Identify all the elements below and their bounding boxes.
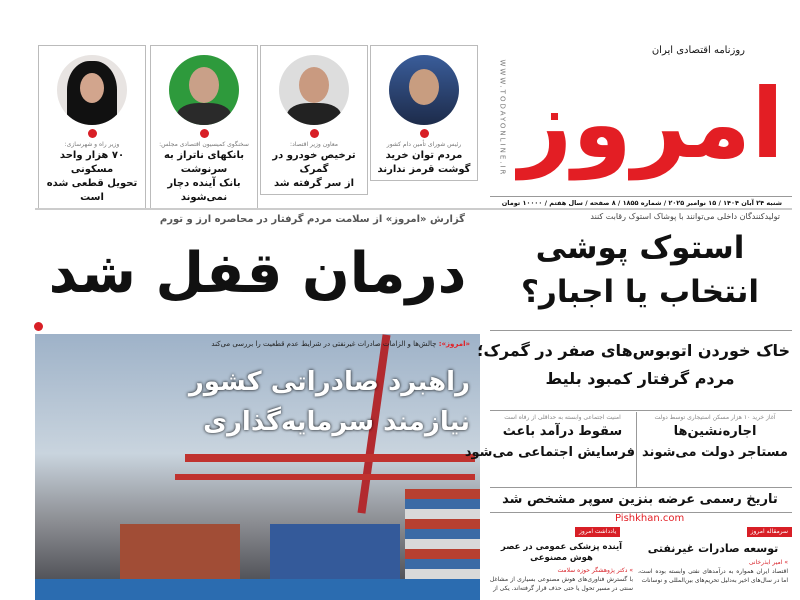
card-title: از سر گرفته شد	[273, 178, 355, 189]
profile-card[interactable]	[370, 45, 478, 181]
card-title: گوشت قرمز ندارند	[377, 164, 471, 175]
profile-card[interactable]	[38, 45, 146, 209]
section-tag: یادداشت امروز	[575, 527, 620, 537]
card-caption: رئیس شورای تأمین دام کشور	[386, 141, 462, 148]
profile-card[interactable]	[260, 45, 368, 195]
editorial[interactable]: توسعه صادرات غیرنفتی » امیر ابذرخانی اقتصاد ایران همواره به درآمدهای نفتی وابسته بوده است، اما در سال‌های اخیر به‌دلیل تحریم‌های بین‌المللی و نوسانات	[638, 542, 788, 584]
photo-title: راهبرد صادراتی کشور نیازمند سرمایه‌گذاری	[188, 367, 470, 437]
profile-card[interactable]	[150, 45, 258, 209]
card-title: بانکهای ناتراز به سرنوشت	[163, 150, 245, 175]
story-4[interactable]: امنیت اجتماعی وابسته به حداقلی از رفاه است سقوط درآمد باعث فرسایش اجتماعی می‌شود	[464, 414, 635, 460]
card-caption: سخنگوی کمیسیون اقتصادی مجلس:	[159, 141, 249, 148]
main-headline: درمان قفل شد	[48, 241, 467, 306]
page-marker-icon	[420, 129, 429, 138]
lead-kicker: تولیدکنندگان داخلی می‌توانند با پوشاک استوک رقابت کنند	[590, 212, 780, 221]
page-marker-icon	[200, 129, 209, 138]
portrait-photo	[57, 55, 127, 125]
card-caption: وزیر راه و شهرسازی:	[64, 141, 120, 148]
lead-headline: استوک پوشی انتخاب یا اجبار؟	[520, 230, 759, 310]
watermark: Pishkhan.com	[615, 513, 685, 524]
card-title: بانک آینده دچار نمی‌شوند	[167, 178, 241, 203]
story-5[interactable]: تاریخ رسمی عرضه بنزین سوپر مشخص شد	[502, 492, 778, 507]
story-3[interactable]: آغاز خرید ۱۰ هزار مسکن استیجاری توسط دولت اجاره‌نشین‌ها مستاجر دولت می‌شوند	[642, 414, 788, 460]
portrait-photo	[279, 55, 349, 125]
tagline: روزنامه اقتصادی ایران	[651, 45, 745, 56]
main-kicker: گزارش «امروز» از سلامت مردم گرفتار در محاصره ارز و تورم	[159, 214, 465, 225]
page-marker-icon	[88, 129, 97, 138]
portrait-photo	[389, 55, 459, 125]
website-url: WWW.TODAYONLINE.IR	[498, 59, 507, 177]
card-caption: معاون وزیر اقتصاد:	[290, 141, 338, 148]
logo: امروز	[517, 68, 784, 180]
portrait-photo	[169, 55, 239, 125]
section-tag: سرمقاله امروز	[747, 527, 792, 537]
dateline: شنبه ۲۴ آبان ۱۴۰۴ / ۱۵ نوامبر ۲۰۲۵ / شماره ۱۸۵۵ / ۸ صفحه / سال هفتم / ۱۰۰۰۰ تومان	[501, 199, 782, 207]
photo-kicker: «امروز»: چالش‌ها و الزامات صادرات غیرنفتی در شرایط عدم قطعیت را بررسی می‌کند	[211, 340, 470, 348]
page-marker-icon	[310, 129, 319, 138]
opinion-note[interactable]: آینده پزشکی عمومی در عصر هوش مصنوعی » دکتر پژوهشگر حوزه سلامت با گسترش فناوری‌های هوش مصنوعی بسیاری از مشاغل سنتی در مسیر تحول یا حتی حذف قرار گرفته‌اند. یکی از	[490, 542, 633, 592]
card-title: مردم توان خرید	[385, 150, 463, 161]
card-title: تحویل قطعی شده است	[46, 178, 138, 203]
story-2[interactable]: خاک خوردن اتوبوس‌های صفر در گمرک؛ مردم گرفتار کمبود بلیط	[477, 341, 790, 388]
card-title: ۷۰ هزار واحد مسکونی	[59, 150, 125, 175]
page-marker-icon	[34, 322, 43, 331]
card-title: ترخیص خودرو در گمرک	[272, 150, 356, 175]
